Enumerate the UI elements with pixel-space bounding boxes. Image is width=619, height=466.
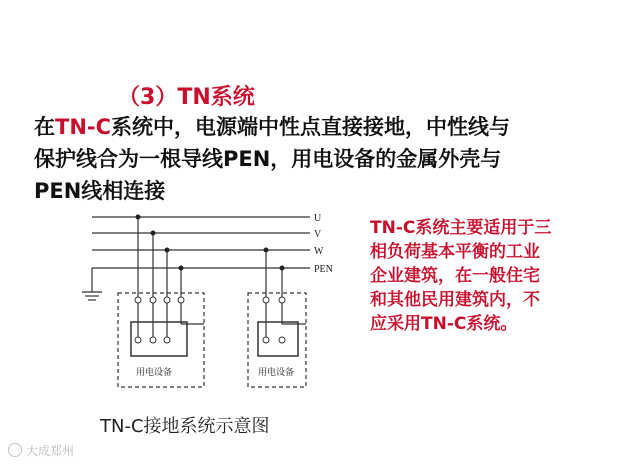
line-label-v: V — [314, 229, 322, 240]
para-text: 在 — [34, 115, 55, 139]
note-line: 和其他民用建筑内，不 — [370, 290, 540, 310]
note-line: TN-C系统主要适用于三 — [370, 218, 552, 238]
diagram-caption: TN-C接地系统示意图 — [100, 416, 270, 437]
paragraph-line-3: PEN线相连接 — [34, 179, 166, 203]
paragraph-line-2: 保护线合为一根导线PEN，用电设备的金属外壳与 — [34, 147, 502, 171]
section-heading — [118, 80, 255, 111]
note-line: 企业建筑，在一般住宅 — [370, 266, 540, 286]
watermark-text: 大成郑州 — [26, 444, 75, 458]
line-label-u: U — [314, 213, 322, 224]
note-box — [370, 216, 610, 336]
note-line: 应采用TN-C系统。 — [370, 314, 518, 334]
watermark-icon — [8, 443, 22, 457]
section-number: （3） — [118, 85, 178, 110]
device-label: 用电设备 — [136, 368, 173, 378]
note-line: 相负荷基本平衡的工业 — [370, 242, 540, 262]
section-title: TN系统 — [177, 85, 255, 110]
line-label-pen: PEN — [314, 264, 333, 275]
para-text: 系统中，电源端中性点直接接地，中性线与 — [111, 115, 511, 139]
line-label-w: W — [314, 246, 324, 257]
device-label: 用电设备 — [258, 368, 295, 378]
tn-c-tag: TN-C — [55, 115, 112, 139]
paragraph-line-1 — [34, 111, 614, 143]
tn-c-diagram — [0, 200, 360, 400]
watermark — [8, 442, 74, 459]
